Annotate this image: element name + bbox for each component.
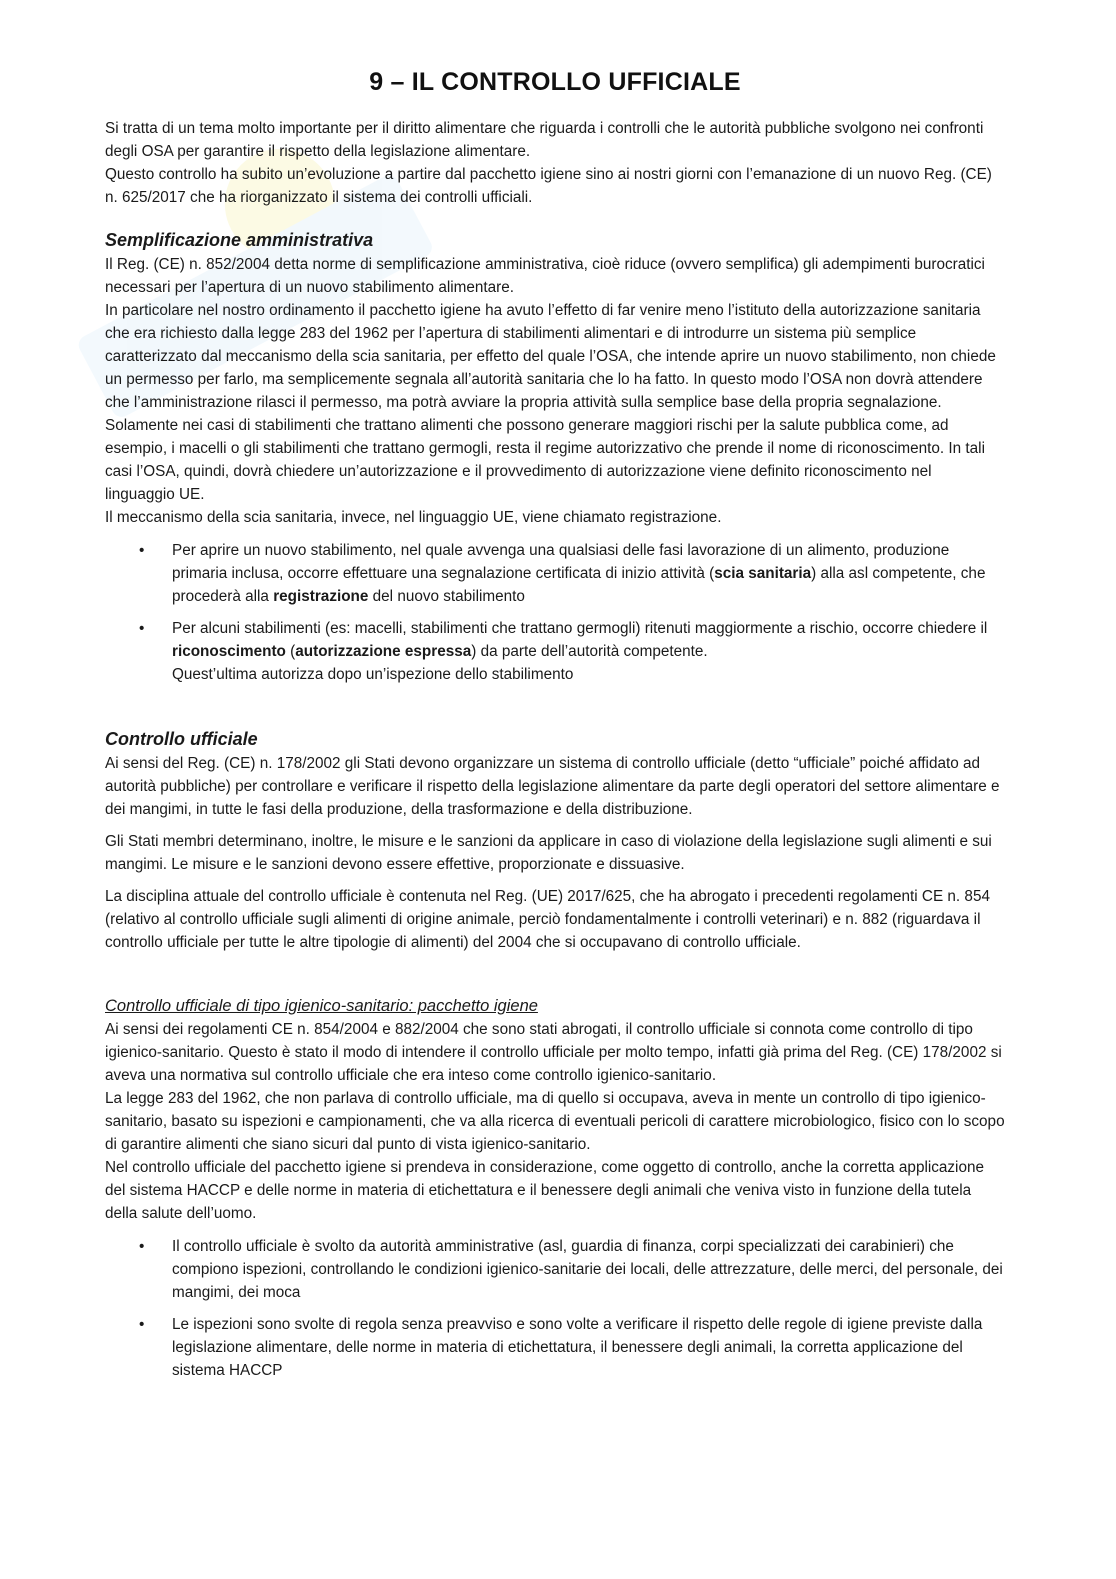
- semplificazione-paragraph-3: Solamente nei casi di stabilimenti che trattano alimenti che possono generare maggiori rischi per la salute pubblica come, ad esempio, i macelli o gli stabilimenti che trattano germogli, resta il regime autorizzativo che prende il nome di riconoscimento. In tali casi l’OSA, quindi, dovrà chiedere un’autorizzazione e il provvedimento di autorizzazione viene definito riconoscimento nel linguaggio UE.: [105, 417, 985, 503]
- list-item: • Per alcuni stabilimenti (es: macelli, stabilimenti che trattano germogli) ritenuti maggiormente a rischio, occorre chiedere il riconoscimento (autorizzazione espressa) da parte dell’autorità competente. Quest’ultima autorizza dopo un’ispezione dello stabilimento: [105, 617, 1005, 686]
- bullet-marker: •: [139, 620, 145, 637]
- section-heading-controllo: Controllo ufficiale: [105, 729, 258, 749]
- list-item: • Il controllo ufficiale è svolto da autorità amministrative (asl, guardia di finanza, corpi specializzati dei carabinieri) che compiono ispezioni, controllando le condizioni igienico-sanitarie dei locali, delle attrezzature, delle merci, del personale, dei mangimi, dei moca: [105, 1235, 1005, 1304]
- semplificazione-paragraph-1: Il Reg. (CE) n. 852/2004 detta norme di semplificazione amministrativa, cioè riduce (ovvero semplifica) gli adempimenti burocratici necessari per l’apertura di un nuovo stabilimento alimentare.: [105, 256, 985, 296]
- bold-term: scia sanitaria: [714, 565, 812, 582]
- bullet-marker: •: [139, 1238, 145, 1255]
- intro-paragraph-2: Questo controllo ha subito un’evoluzione a partire dal pacchetto igiene sino ai nostri giorni con l’emanazione di un nuovo Reg. (CE) n. 625/2017 che ha riorganizzato il sistema dei controlli ufficiali.: [105, 166, 992, 206]
- document-page: [105, 68, 1005, 1382]
- igienico-paragraph-2: La legge 283 del 1962, che non parlava di controllo ufficiale, ma di quello si occupava, aveva in mente un controllo di tipo igienico-sanitario, basato su ispezioni e campionamenti, che va alla ricerca di eventuali pericoli di carattere microbiologico, fisico con lo scopo di garantire alimenti che siano sicuri dal punto di vista igienico-sanitario.: [105, 1090, 1005, 1153]
- semplificazione-paragraph-2: In particolare nel nostro ordinamento il pacchetto igiene ha avuto l’effetto di far venire meno l’istituto della autorizzazione sanitaria che era richiesto dalla legge 283 del 1962 per l’apertura di stabilimenti alimentari e di introdurre un sistema più semplice caratterizzato dal meccanismo della scia sanitaria, per effetto del quale l’OSA, che intende aprire un nuovo stabilimento, non chiede un permesso per farlo, ma semplicemente segnala all’autorità sanitaria che lo ha fatto. In questo modo l’OSA non dovrà attendere che l’amministrazione rilasci il permesso, ma potrà avviare la propria attività sulla semplice base della propria segnalazione.: [105, 302, 996, 411]
- bullet-marker: •: [139, 542, 145, 559]
- semplificazione-bullet-list: [105, 539, 1005, 686]
- list-item: • Per aprire un nuovo stabilimento, nel quale avvenga una qualsiasi delle fasi lavorazione di un alimento, produzione primaria inclusa, occorre effettuare una segnalazione certificata di inizio attività (scia sanitaria) alla asl competente, che procederà alla registrazione del nuovo stabilimento: [105, 539, 1005, 608]
- bold-term: autorizzazione espressa: [295, 643, 472, 660]
- section-heading-semplificazione: Semplificazione amministrativa: [105, 230, 374, 250]
- bullet-marker: •: [139, 1316, 145, 1333]
- list-item: • Le ispezioni sono svolte di regola senza preavviso e sono volte a verificare il rispetto delle regole di igiene previste dalla legislazione alimentare, delle norme in materia di etichettatura, il benessere degli animali, la corretta applicazione del sistema HACCP: [105, 1313, 1005, 1382]
- controllo-paragraph-1: Ai sensi del Reg. (CE) n. 178/2002 gli Stati devono organizzare un sistema di controllo ufficiale (detto “ufficiale” poiché affidato ad autorità pubbliche) per controllare e verificare il rispetto della legislazione alimentare da parte degli operatori del settore alimentare e dei mangimi, in tutte le fasi della produzione, della trasformazione e della distribuzione.: [105, 755, 1000, 818]
- intro-paragraph-1: Si tratta di un tema molto importante per il diritto alimentare che riguarda i controlli che le autorità pubbliche svolgono nei confronti degli OSA per garantire il rispetto della legislazione alimentare.: [105, 120, 984, 160]
- semplificazione-paragraph-4: Il meccanismo della scia sanitaria, invece, nel linguaggio UE, viene chiamato registrazione.: [105, 509, 722, 526]
- bold-term: riconoscimento: [172, 643, 286, 660]
- igienico-paragraph-1: Ai sensi dei regolamenti CE n. 854/2004 e 882/2004 che sono stati abrogati, il controllo ufficiale si connota come controllo di tipo igienico-sanitario. Questo è stato il modo di intendere il controllo ufficiale per molto tempo, infatti già prima del Reg. (CE) 178/2002 si aveva una normativa sul controllo ufficiale che era inteso come controllo igienico-sanitario.: [105, 1021, 1002, 1084]
- bold-term: registrazione: [273, 588, 369, 605]
- page-title: 9 – IL CONTROLLO UFFICIALE: [369, 68, 741, 96]
- subsection-heading-igienico: Controllo ufficiale di tipo igienico-sanitario: pacchetto igiene: [105, 997, 538, 1015]
- controllo-paragraph-2: Gli Stati membri determinano, inoltre, le misure e le sanzioni da applicare in caso di violazione della legislazione sugli alimenti e sui mangimi. Le misure e le sanzioni devono essere effettive, proporzionate e dissuasive.: [105, 833, 992, 873]
- igienico-paragraph-3: Nel controllo ufficiale del pacchetto igiene si prendeva in considerazione, come oggetto di controllo, anche la corretta applicazione del sistema HACCP e delle norme in materia di etichettatura e il benessere degli animali che veniva visto in funzione della tutela della salute dell’uomo.: [105, 1159, 984, 1222]
- igienico-bullet-list: [105, 1235, 1005, 1382]
- controllo-paragraph-3: La disciplina attuale del controllo ufficiale è contenuta nel Reg. (UE) 2017/625, che ha abrogato i precedenti regolamenti CE n. 854 (relativo al controllo ufficiale sugli alimenti di origine animale, perciò fondamentalmente i controlli veterinari) e n. 882 (riguardava il controllo ufficiale per tutte le altre tipologie di alimenti) del 2004 che si occupavano di controllo ufficiale.: [105, 888, 990, 951]
